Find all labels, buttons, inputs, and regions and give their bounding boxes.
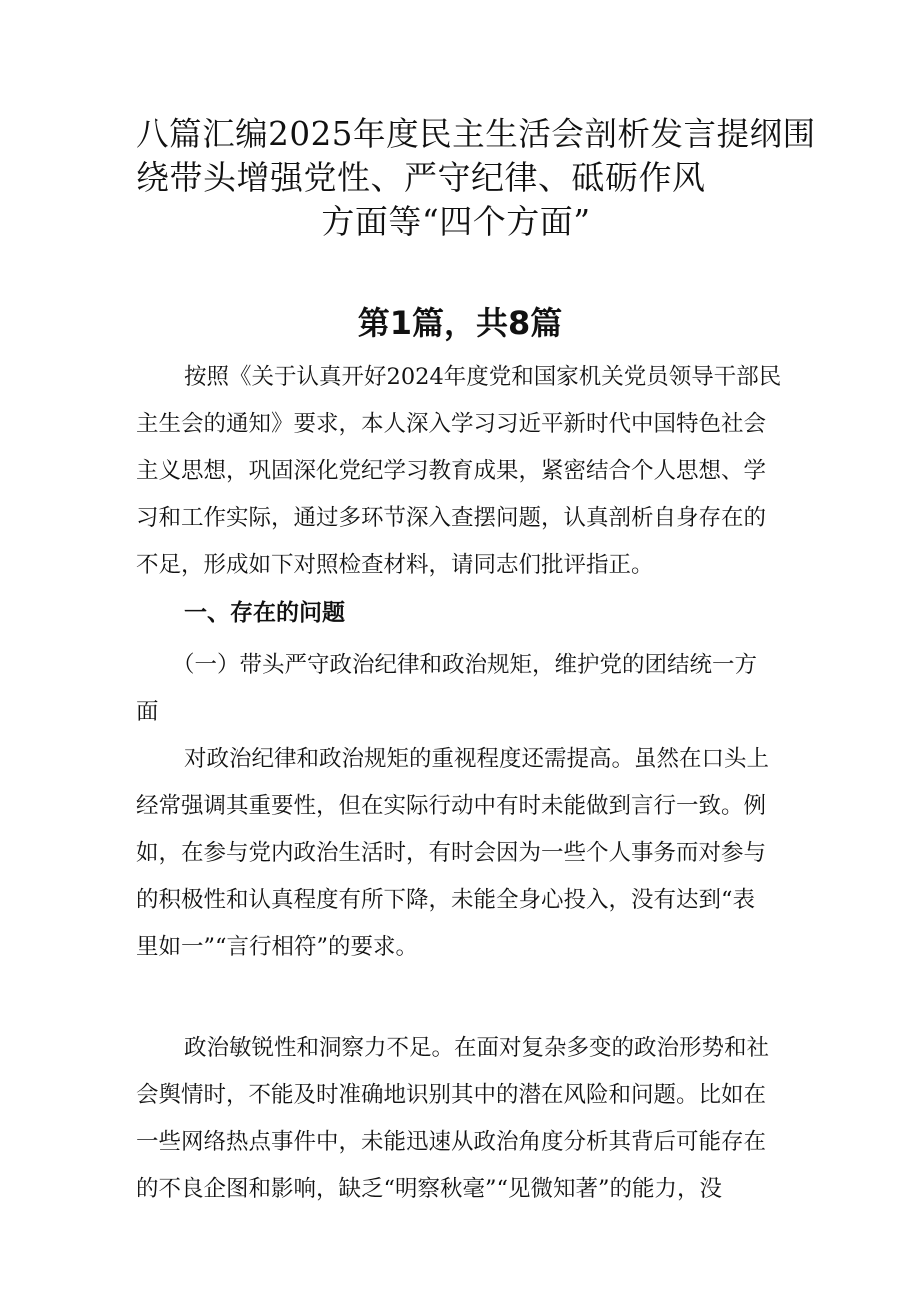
title-line-2: 绕带头增强党性、严守纪律、砥砺作风 [136,158,706,197]
document-subtitle: 第1篇，共8篇 [357,304,563,342]
para1-line-1: 对政治纪律和政治规矩的重视程度还需提高。虽然在口头上 [184,746,770,772]
para2-line-4: 的不良企图和影响，缺乏“明察秋毫”“见微知著”的能力，没 [136,1176,723,1202]
paragraph-1 [136,736,788,971]
title-line-1: 八篇汇编2025年度民主生活会剖析发言提纲围 [136,115,816,153]
title-line-3: 方面等“四个方面” [321,202,591,241]
subsection-line-1: （一）带头严守政治纪律和政治规矩，维护党的团结统一方 [172,652,758,678]
intro-line-2: 主生会的通知》要求，本人深入学习习近平新时代中国特色社会 [136,411,767,437]
section-heading: 一、存在的问题 [184,600,345,626]
para1-line-3: 如，在参与党内政治生活时，有时会因为一些个人事务而对参与 [136,840,767,866]
intro-line-3: 主义思想，巩固深化党纪学习教育成果，紧密结合个人思想、学 [136,458,767,484]
para1-line-4: 的积极性和认真程度有所下降，未能全身心投入，没有达到“表 [136,887,756,913]
intro-line-5: 不足，形成如下对照检查材料，请同志们批评指正。 [136,552,654,578]
subsection-line-2: 面 [136,699,159,725]
para2-line-2: 会舆情时，不能及时准确地识别其中的潜在风险和问题。比如在 [136,1082,767,1108]
document-title [136,112,816,244]
intro-paragraph [136,354,788,589]
para2-line-3: 一些网络热点事件中，未能迅速从政治角度分析其背后可能存在 [136,1129,767,1155]
intro-line-1: 按照《关于认真开好2024年度党和国家机关党员领导干部民 [184,364,782,390]
para1-line-5: 里如一”“言行相符”的要求。 [136,934,419,960]
para2-line-1: 政治敏锐性和洞察力不足。在面对复杂多变的政治形势和社 [184,1035,770,1061]
intro-line-4: 习和工作实际，通过多环节深入查摆问题，认真剖析自身存在的 [136,505,767,531]
subsection-heading [136,642,788,736]
para1-line-2: 经常强调其重要性，但在实际行动中有时未能做到言行一致。例 [136,793,767,819]
paragraph-2 [136,1025,788,1213]
